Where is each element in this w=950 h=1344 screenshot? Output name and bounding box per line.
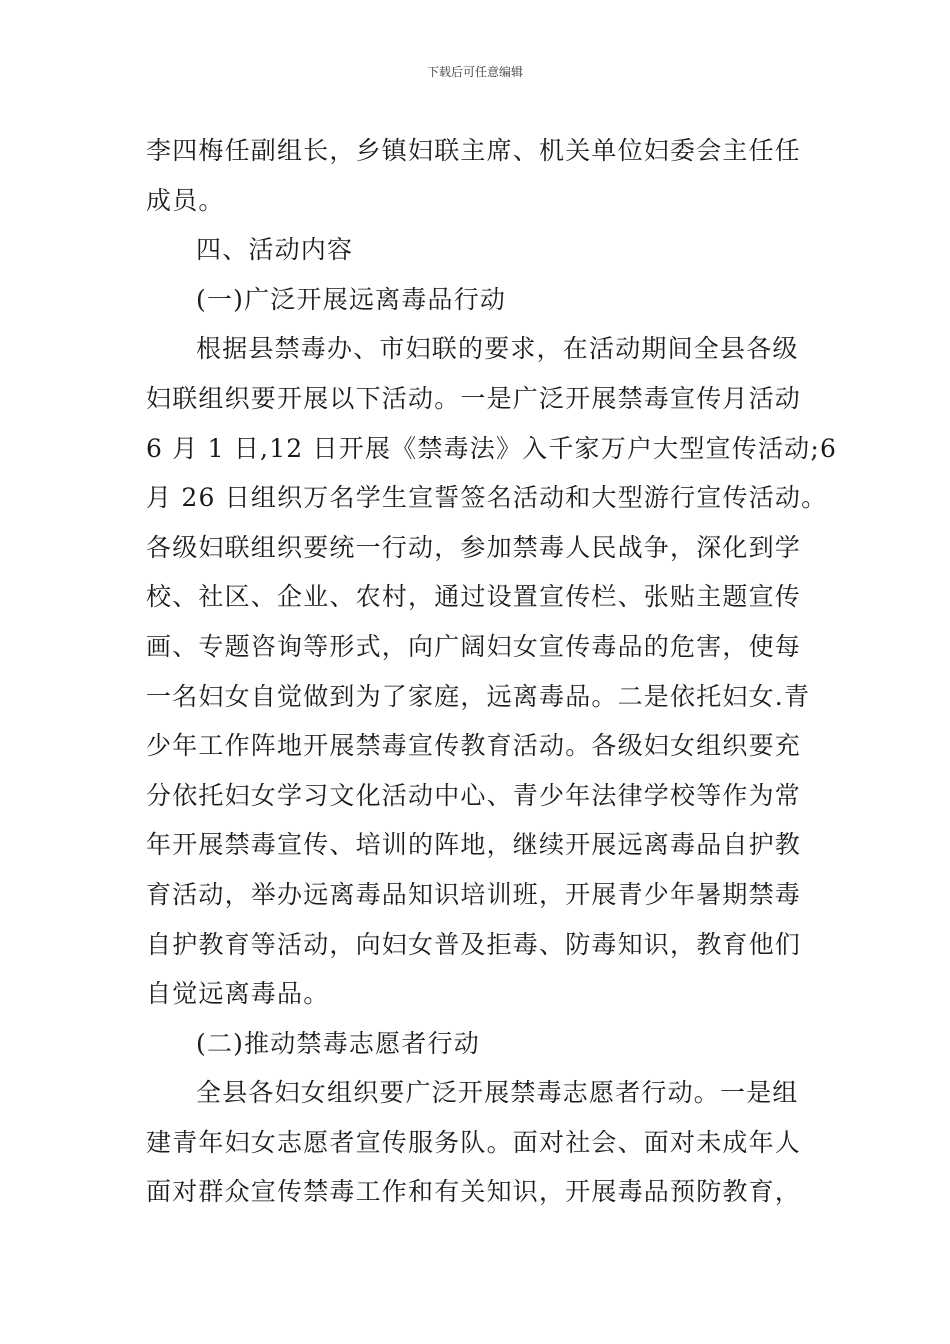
text-line: 年开展禁毒宣传、培训的阵地，继续开展远离毒品自护教 — [146, 830, 802, 860]
text-line: 妇联组织要开展以下活动。一是广泛开展禁毒宣传月活动 — [146, 383, 802, 413]
text-line: 各级妇联组织要统一行动，参加禁毒人民战争，深化到学 — [146, 532, 802, 562]
page-header: 下载后可任意编辑 — [426, 65, 523, 79]
text-line: 李四梅任副组长，乡镇妇联主席、机关单位妇委会主任任 — [146, 136, 802, 165]
text-line: 面对群众宣传禁毒工作和有关知识，开展毒品预防教育， — [146, 1177, 802, 1207]
text-line: 成员。 — [146, 185, 225, 215]
text-line: 少年工作阵地开展禁毒宣传教育活动。各级妇女组织要充 — [146, 731, 802, 761]
text-line: 校、社区、企业、农村，通过设置宣传栏、张贴主题宣传 — [146, 582, 802, 612]
text-line: 一名妇女自觉做到为了家庭，远离毒品。二是依托妇女.青 — [146, 681, 811, 711]
paragraph-start: 全县各妇女组织要广泛开展禁毒志愿者行动。一是组 — [196, 1078, 799, 1108]
text-line: 育活动，举办远离毒品知识培训班，开展青少年暑期禁毒 — [146, 879, 802, 909]
document-body — [146, 126, 838, 1217]
text-line: 分依托妇女学习文化活动中心、青少年法律学校等作为常 — [146, 780, 802, 810]
paragraph-start: 根据县禁毒办、市妇联的要求，在活动期间全县各级 — [196, 334, 799, 364]
subsection-heading: (二)推动禁毒志愿者行动 — [196, 1028, 480, 1058]
section-heading: 四、活动内容 — [196, 235, 354, 265]
text-line: 自护教育等活动，向妇女普及拒毒、防毒知识，教育他们 — [146, 929, 802, 959]
text-line: 6 月 1 日,12 日开展《禁毒法》入千家万户大型宣传活动;6 — [146, 433, 838, 463]
text-line: 月 26 日组织万名学生宣誓签名活动和大型游行宣传活动。 — [146, 483, 828, 513]
text-line: 画、专题咨询等形式，向广阔妇女宣传毒品的危害，使每 — [146, 631, 802, 661]
text-line: 自觉远离毒品。 — [146, 979, 330, 1009]
text-line: 建青年妇女志愿者宣传服务队。面对社会、面对未成年人 — [146, 1127, 802, 1157]
subsection-heading: (一)广泛开展远离毒品行动 — [196, 284, 507, 314]
